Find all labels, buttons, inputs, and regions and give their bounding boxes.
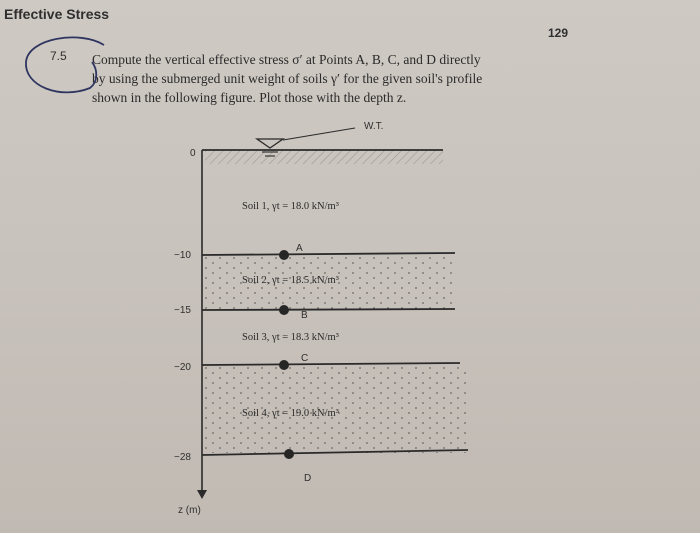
problem-text-line-3: shown in the following figure. Plot those with the depth z. [92, 90, 407, 105]
problem-text-line-1: Compute the vertical effective stress σ′ at Points A, B, C, and D directly [92, 52, 481, 67]
soil-1-label: Soil 1, γt = 18.0 kN/m³ [242, 201, 339, 212]
soil-4-label: Soil 4, γt = 19.0 kN/m³ [242, 408, 339, 419]
depth-axis-label: z (m) [178, 505, 201, 516]
point-b-marker [279, 305, 289, 315]
point-d-label: D [304, 473, 312, 484]
ground-hatch [205, 150, 443, 164]
depth-label-20: −20 [174, 362, 191, 373]
depth-label-0: 0 [190, 148, 196, 159]
running-header: Effective Stress [4, 6, 110, 22]
depth-label-10: −10 [174, 250, 191, 261]
water-table-leader [283, 128, 355, 140]
soil-2-label: Soil 2, γt = 18.5 kN/m³ [242, 275, 339, 286]
water-table-label: W.T. [364, 121, 384, 132]
point-b-label: B [301, 310, 308, 321]
water-table-icon [257, 139, 283, 148]
handdrawn-circle [26, 37, 104, 92]
axis-arrowhead [197, 490, 207, 499]
page-number: 129 [548, 26, 569, 40]
boundary-line-10 [202, 253, 455, 255]
depth-label-15: −15 [174, 305, 191, 316]
soil-3-label: Soil 3, γt = 18.3 kN/m³ [242, 332, 339, 343]
point-a-label: A [296, 243, 303, 254]
problem-number: 7.5 [50, 49, 67, 63]
point-c-marker [279, 360, 289, 370]
point-a-marker [279, 250, 289, 260]
depth-label-28: −28 [174, 452, 191, 463]
problem-text-line-2: by using the submerged unit weight of soils γ′ for the given soil's profile [92, 71, 483, 86]
point-d-marker [284, 449, 294, 459]
boundary-line-20 [202, 363, 460, 365]
point-c-label: C [301, 353, 309, 364]
boundary-line-15 [202, 309, 455, 310]
